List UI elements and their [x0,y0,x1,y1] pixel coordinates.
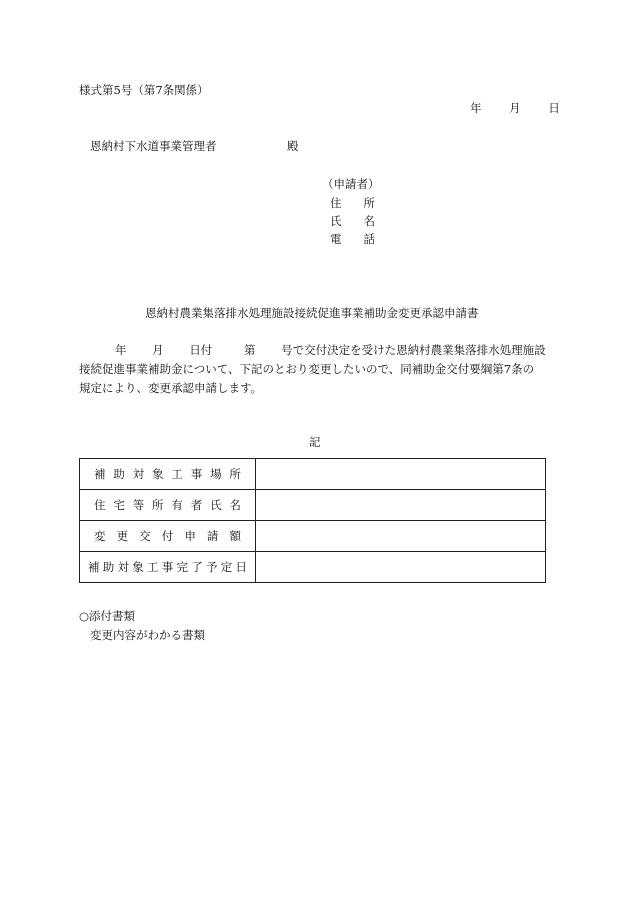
label-char: 助 [102,560,115,574]
body-line-1 [79,342,546,358]
label-char: 付 [161,529,174,543]
label-char: 氏 [210,498,222,512]
applicant-phone [330,231,375,247]
label-char: 象 [132,560,144,574]
date-day: 日 [548,101,560,115]
label-char: 工 [147,560,159,574]
addressee-honorific: 殿 [287,139,299,153]
row-label [80,490,256,521]
applicant-name [330,213,375,229]
date-line [470,100,560,116]
label-char: 等 [132,498,145,512]
label-char: 所 [152,498,164,512]
label-char: 完 [176,560,188,574]
label-char: 予 [206,560,218,574]
row-value[interactable] [256,490,546,521]
label-char: 事 [161,560,174,574]
form-id: 様式第5号（第7条関係） [79,83,209,97]
body-number-suffix: 号で交付決定を受けた恩納村農業集落排水処理施設 [281,343,546,357]
label-char: 助 [113,467,125,481]
label-char: 象 [152,467,164,481]
name-char-1: 氏 [330,214,342,228]
label-char: 交 [139,529,151,543]
phone-char-1: 電 [330,232,342,246]
label-char: 者 [190,498,203,512]
label-char: 所 [229,467,241,481]
label-char: 対 [132,467,145,481]
phone-char-2: 話 [363,232,375,246]
row-label [80,459,256,490]
addressee-name: 恩納村下水道事業管理者 [90,139,217,153]
label-char: 変 [94,529,106,543]
row-label [80,521,256,552]
label-char: 宅 [113,498,125,512]
body-line-3: 規定により、変更承認申請します。 [79,381,263,395]
table-row [80,552,546,583]
body-number-prefix: 第 [243,343,256,357]
applicant-heading: （申請者） [322,177,380,191]
label-char: 更 [116,529,129,543]
label-char: 有 [171,498,183,512]
body-year: 年 [115,343,127,357]
applicant-address [330,195,375,211]
name-char-2: 名 [363,214,375,228]
body-line-2: 接続促進事業補助金について、下記のとおり変更したいので、同補助金交付要綱第7条の [79,362,535,376]
row-label [80,552,256,583]
label-char: 住 [94,498,106,512]
label-char: 了 [191,560,203,574]
label-char: 事 [190,467,203,481]
row-value[interactable] [256,552,546,583]
label-char: 補 [94,467,106,481]
attachment-item: 変更内容がわかる書類 [90,628,205,642]
record-table [79,458,546,583]
label-char: 補 [88,560,100,574]
label-char: 請 [206,529,219,543]
label-char: 工 [171,467,183,481]
label-char: 定 [220,560,233,574]
row-value[interactable] [256,459,546,490]
body-month: 月 [152,343,164,357]
date-year: 年 [470,101,482,115]
attachments-heading: ○添付書類 [79,609,136,623]
table-row [80,459,546,490]
label-char: 名 [229,498,241,512]
body-date-suffix: 日付 [189,343,213,357]
label-char: 額 [229,529,241,543]
label-char: 対 [117,560,129,574]
table-row [80,521,546,552]
label-char: 申 [184,529,196,543]
row-value[interactable] [256,521,546,552]
address-char-1: 住 [330,196,342,210]
ki-heading: 記 [309,435,321,449]
date-month: 月 [509,101,521,115]
address-char-2: 所 [363,196,375,210]
table-row [80,490,546,521]
label-char: 場 [210,467,222,481]
label-char: 日 [235,560,247,574]
document-title: 恩納村農業集落排水処理施設接続促進事業補助金変更承認申請書 [145,306,479,320]
